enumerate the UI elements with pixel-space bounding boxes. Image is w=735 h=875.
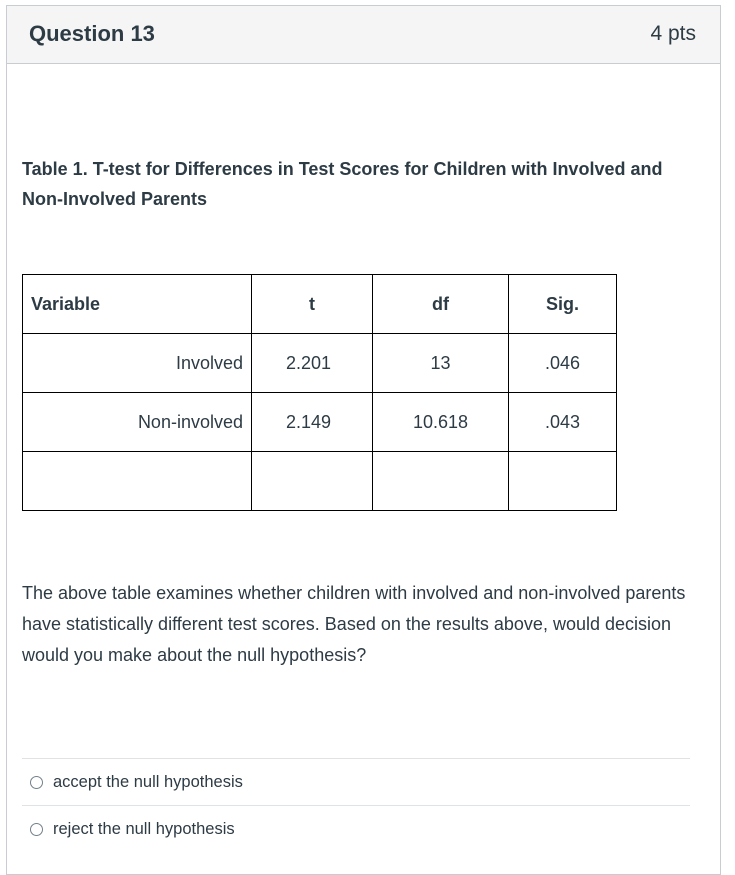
header-variable: Variable [23,275,252,334]
table-caption: Table 1. T-test for Differences in Test Scores for Children with Involved and Non-Involved Parents [22,159,663,209]
cell-sig [509,452,617,511]
cell-t: 2.149 [252,393,373,452]
answer-label[interactable]: accept the null hypothesis [53,772,243,791]
question-title: Question 13 [29,21,155,46]
cell-df: 10.618 [373,393,509,452]
radio-button[interactable] [30,823,43,836]
cell-variable: Non-involved [23,393,252,452]
ttest-table [22,274,617,511]
table-header-row [23,275,617,334]
cell-df [373,452,509,511]
table-row [23,452,617,511]
question-header [7,6,720,64]
header-sig: Sig. [509,275,617,334]
header-df: df [373,275,509,334]
cell-t [252,452,373,511]
cell-df: 13 [373,334,509,393]
answer-option[interactable] [22,805,690,852]
cell-sig: .043 [509,393,617,452]
answer-list [22,758,690,852]
cell-t: 2.201 [252,334,373,393]
cell-sig: .046 [509,334,617,393]
table-row [23,393,617,452]
radio-button[interactable] [30,776,43,789]
answer-label[interactable]: reject the null hypothesis [53,819,235,838]
header-t: t [252,275,373,334]
cell-variable [23,452,252,511]
question-points: 4 pts [650,22,696,45]
answer-option[interactable] [22,758,690,805]
question-prompt: The above table examines whether children with involved and non-involved parents have statistically different test scores. Based on the results above, would decision would you make about the null hypothesis? [22,583,686,665]
cell-variable: Involved [23,334,252,393]
table-row [23,334,617,393]
